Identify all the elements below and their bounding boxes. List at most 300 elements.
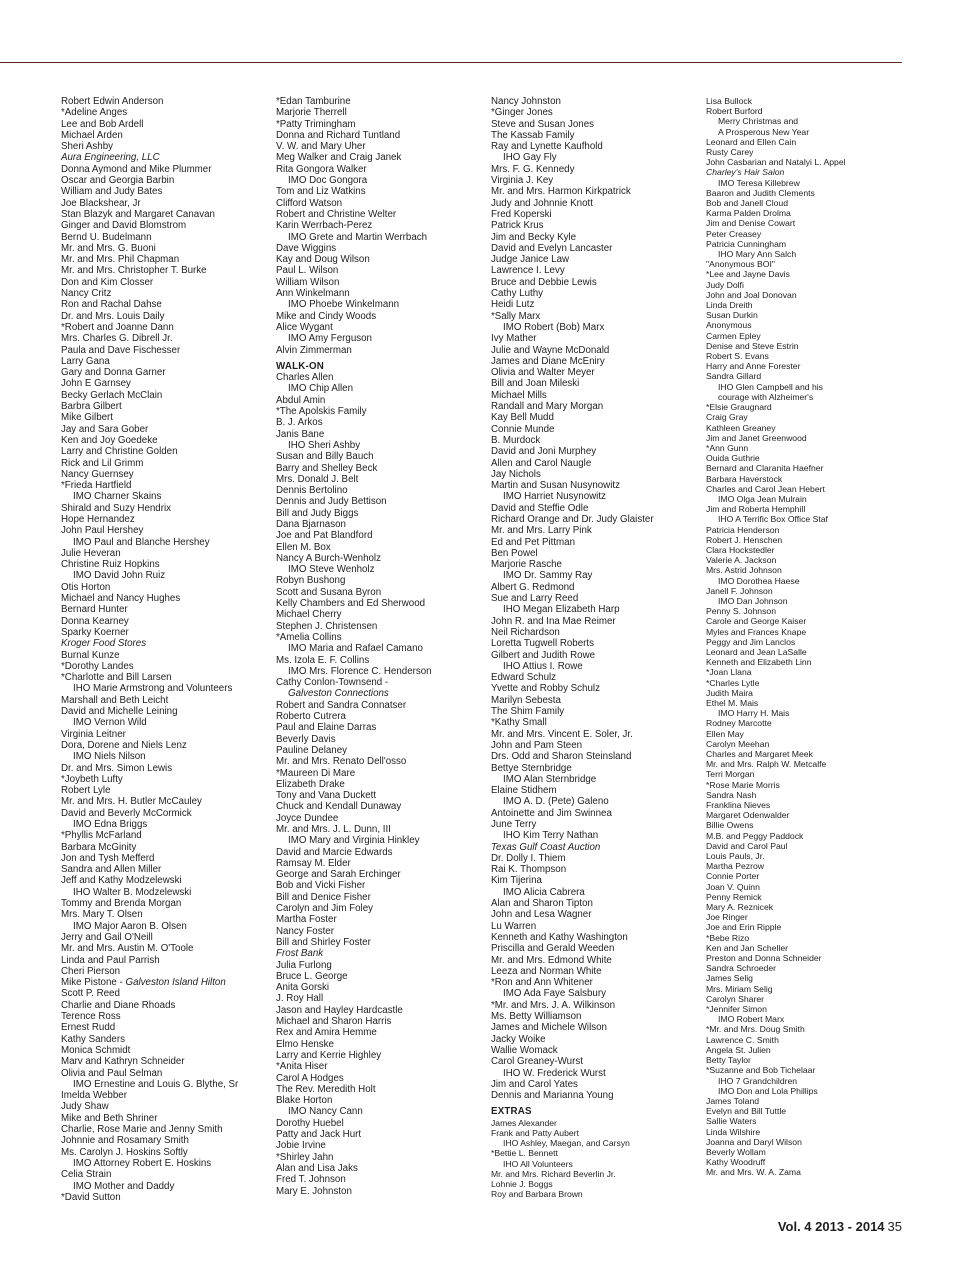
- donor-name: Larry and Christine Golden: [61, 446, 178, 458]
- donor-name: Kay and Doug Wilson: [276, 254, 370, 266]
- donor-name: Joe and Erin Ripple: [706, 922, 782, 933]
- donor-name: Mrs. Donald J. Belt: [276, 473, 359, 485]
- donor-name: The Rev. Meredith Holt: [276, 1083, 376, 1095]
- donor-name: Bernd U. Budelmann: [61, 231, 152, 243]
- tribute-line: Galveston Connections: [288, 688, 389, 700]
- donor-name: Kim Tijerina: [491, 875, 542, 887]
- donor-name: Virginia J. Key: [491, 175, 554, 187]
- donor-name: Jim and Roberta Hemphill: [706, 504, 806, 515]
- donor-name: Robyn Bushong: [276, 575, 346, 587]
- donor-name: James Alexander: [491, 1117, 557, 1128]
- donor-name: Ron and Rachal Dahse: [61, 299, 162, 311]
- donor-name: Clifford Watson: [276, 197, 343, 209]
- donor-name: Dorothy Huebel: [276, 1117, 344, 1129]
- tribute-line: IMO David John Ruiz: [73, 570, 166, 582]
- donor-name: Jim and Carol Yates: [491, 1078, 578, 1090]
- donor-name: *Charles Lytle: [706, 677, 760, 688]
- page-number: 35: [887, 1219, 902, 1234]
- donor-name: Virginia Leitner: [61, 728, 126, 740]
- donor-name: Rusty Carey: [706, 147, 754, 158]
- donor-name: Bill and Judy Biggs: [276, 507, 359, 519]
- donor-name: Terri Morgan: [706, 769, 755, 780]
- donor-name: Abdul Amin: [276, 394, 326, 406]
- donor-name: Becky Gerlach McClain: [61, 389, 163, 401]
- donor-name: Lee and Bob Ardell: [61, 118, 144, 130]
- donor-name: Aura Engineering, LLC: [61, 152, 160, 164]
- tribute-line: IMO Robert (Bob) Marx: [503, 321, 605, 333]
- donor-name: Leeza and Norman White: [491, 965, 602, 977]
- donor-name: Charley's Hair Salon: [706, 167, 785, 178]
- donor-name: Wallie Womack: [491, 1044, 558, 1056]
- donor-name: David and Steffie Odle: [491, 502, 589, 514]
- donor-name: Roy and Barbara Brown: [491, 1189, 583, 1200]
- tribute-line: IHO All Volunteers: [503, 1158, 573, 1169]
- donor-name: Harry and Anne Forester: [706, 361, 801, 372]
- donor-name: Susan and Billy Bauch: [276, 451, 374, 463]
- donor-name: Allen and Carol Naugle: [491, 457, 592, 469]
- donor-name: Dana Bjarnason: [276, 518, 346, 530]
- donor-name: Susan Durkin: [706, 310, 758, 321]
- donor-name: Martha Foster: [276, 914, 337, 926]
- tribute-line: IMO Major Aaron B. Olsen: [73, 920, 187, 932]
- donor-name: Elizabeth Drake: [276, 778, 345, 790]
- tribute-line: IMO Alicia Cabrera: [503, 886, 585, 898]
- tribute-line: IMO Robert Marx: [718, 1014, 785, 1025]
- tribute-line: IMO Nancy Cann: [288, 1106, 363, 1118]
- donor-name: Mr. and Mrs. Larry Pink: [491, 525, 592, 537]
- donor-name: Bob and Janell Cloud: [706, 198, 788, 209]
- donor-name: *Anita Hiser: [276, 1061, 328, 1073]
- donor-name: Mr. and Mrs. Vincent E. Soler, Jr.: [491, 728, 633, 740]
- donor-name: Dennis and Judy Bettison: [276, 496, 387, 508]
- donor-name: Frost Bank: [276, 948, 324, 960]
- volume-label: Vol. 4 2013 - 2014: [777, 1219, 885, 1234]
- donor-name: V. W. and Mary Uher: [276, 141, 366, 153]
- donor-name: *Adeline Anges: [61, 107, 128, 119]
- donor-name: Mrs. Miriam Selig: [706, 983, 773, 994]
- tribute-line: IMO Harriet Nusynowitz: [503, 491, 606, 503]
- donor-name: Dr. and Mrs. Louis Daily: [61, 310, 165, 322]
- donor-name: Gary and Donna Garner: [61, 367, 166, 379]
- donor-name: Frank and Patty Aubert: [491, 1127, 579, 1138]
- donor-name: Ben Powel: [491, 547, 538, 559]
- donor-name: Baaron and Judith Clements: [706, 187, 815, 198]
- header-rule: [0, 62, 902, 63]
- donor-name: James Toland: [706, 1095, 760, 1106]
- donor-name: Olivia and Paul Selman: [61, 1067, 163, 1079]
- donor-name: George and Sarah Erchinger: [276, 869, 401, 881]
- donor-name: Joe Ringer: [706, 912, 748, 923]
- donor-name: Martin and Susan Nusynowitz: [491, 480, 620, 492]
- donor-name: *Ginger Jones: [491, 107, 553, 119]
- donor-name: Bill and Denice Fisher: [276, 891, 371, 903]
- donor-name: Bernard and Claranita Haefner: [706, 463, 824, 474]
- donor-name: Donna and Richard Tuntland: [276, 129, 401, 141]
- donor-name: Celia Strain: [61, 1169, 112, 1181]
- donor-name: Cheri Pierson: [61, 965, 121, 977]
- tribute-line: A Prosperous New Year: [718, 126, 810, 137]
- donor-name: Alan and Sharon Tipton: [491, 898, 593, 910]
- tribute-line: IMO Harry H. Mais: [718, 708, 790, 719]
- donor-name: Robert Lyle: [61, 785, 111, 797]
- donor-name: Elmo Henske: [276, 1038, 334, 1050]
- donor-name: Patty and Jack Hurt: [276, 1129, 362, 1141]
- donor-name: Shirald and Suzy Hendrix: [61, 502, 172, 514]
- tribute-line: IHO W. Frederick Wurst: [503, 1067, 606, 1079]
- donor-name: Nancy Critz: [61, 288, 112, 300]
- donor-name: Paul L. Wilson: [276, 265, 339, 277]
- donor-name: Patrick Krus: [491, 220, 544, 232]
- tribute-line: IHO Sheri Ashby: [288, 439, 361, 451]
- donor-name: *Mr. and Mrs. Doug Smith: [706, 1024, 805, 1035]
- donor-name: *Amelia Collins: [276, 631, 342, 643]
- donor-name: Connie Munde: [491, 423, 555, 435]
- donor-name: The Kassab Family: [491, 129, 575, 141]
- donor-name: Nancy Foster: [276, 925, 334, 937]
- donor-name: Anita Gorski: [276, 982, 330, 994]
- donor-name: *The Apolskis Family: [276, 406, 367, 418]
- donor-name: Sparky Koerner: [61, 626, 129, 638]
- donor-name: *Edan Tamburine: [276, 96, 351, 107]
- donor-name: Carole and George Kaiser: [706, 616, 807, 627]
- tribute-line: IHO Walter B. Modzelewski: [73, 886, 192, 898]
- donor-name: Franklina Nieves: [706, 800, 771, 811]
- donor-name: Olivia and Walter Meyer: [491, 367, 595, 379]
- donor-name: Paul and Elaine Darras: [276, 722, 377, 734]
- donor-name: David and Michelle Leining: [61, 706, 178, 718]
- donor-name: *Sally Marx: [491, 310, 541, 322]
- donor-name: Robert S. Evans: [706, 351, 769, 362]
- donor-name: Christine Ruiz Hopkins: [61, 559, 160, 571]
- donor-name: Gilbert and Judith Rowe: [491, 649, 596, 661]
- donor-name: Richard Orange and Dr. Judy Glaister: [491, 513, 654, 525]
- donor-name: Alan and Lisa Jaks: [276, 1162, 358, 1174]
- section-heading: EXTRAS: [491, 1106, 532, 1118]
- donor-name: Patricia Henderson: [706, 524, 780, 535]
- donor-name: Mrs. Mary T. Olsen: [61, 909, 143, 921]
- donor-name: Ms. Betty Williamson: [491, 1011, 582, 1023]
- donor-name: Joanna and Daryl Wilson: [706, 1136, 802, 1147]
- donor-name: The Shim Family: [491, 706, 565, 718]
- tribute-line: IMO Mary and Virginia Hinkley: [288, 835, 420, 847]
- tribute-line: IMO Alan Sternbridge: [503, 773, 597, 785]
- donor-name: William Wilson: [276, 276, 340, 288]
- donor-name: Mr. and Mrs. Christopher T. Burke: [61, 265, 207, 277]
- donor-name: Donna Aymond and Mike Plummer: [61, 163, 212, 175]
- donor-name: Beverly Wollam: [706, 1146, 766, 1157]
- donor-name: Bob and Vicki Fisher: [276, 880, 366, 892]
- donor-name: Mr. and Mrs. J. L. Dunn, III: [276, 824, 391, 835]
- donor-name: Sandra Nash: [706, 789, 757, 800]
- donor-name: Kelly Chambers and Ed Sherwood: [276, 598, 426, 610]
- donor-name: Evelyn and Bill Tuttle: [706, 1106, 787, 1117]
- donor-name: Bernard Hunter: [61, 604, 128, 616]
- donor-name: Fred Koperski: [491, 208, 552, 220]
- donor-name: Myles and Frances Knape: [706, 626, 807, 637]
- donor-name: Charlie, Rose Marie and Jenny Smith: [61, 1124, 223, 1136]
- donor-name: John R. and Ina Mae Reimer: [491, 615, 616, 627]
- donor-name: Kathy Sanders: [61, 1033, 125, 1045]
- donor-name: Lawrence I. Levy: [491, 265, 565, 277]
- tribute-line: IHO Megan Elizabeth Harp: [503, 604, 620, 616]
- donor-name: Joe and Pat Blandford: [276, 530, 373, 542]
- donor-name: Hope Hernandez: [61, 513, 135, 525]
- donor-name: Jim and Becky Kyle: [491, 231, 577, 243]
- tribute-line: IHO Mary Ann Salch: [718, 249, 797, 260]
- donor-name: Fred T. Johnson: [276, 1174, 346, 1186]
- donor-name: David and Joni Murphey: [491, 446, 597, 458]
- donor-name: Rick and Lil Grimm: [61, 457, 144, 469]
- donor-name: Bill and Joan Mileski: [491, 378, 580, 390]
- donor-name: Larry and Kerrie Highley: [276, 1049, 382, 1061]
- donor-name: Heidi Lutz: [491, 299, 535, 311]
- donor-name: Carolyn and Jim Foley: [276, 903, 373, 915]
- donor-name: Michael Mills: [491, 389, 547, 401]
- donor-name: Jay Nichols: [491, 468, 541, 480]
- donor-name: Cathy Luthy: [491, 288, 544, 300]
- donor-name: Mrs. Astrid Johnson: [706, 565, 782, 576]
- donor-column-2: [276, 96, 488, 1197]
- donor-name: Sheri Ashby: [61, 141, 114, 153]
- tribute-line: IMO Paul and Blanche Hershey: [73, 536, 210, 548]
- tribute-line: IMO Teresa Killebrew: [718, 177, 800, 188]
- donor-name: M.B. and Peggy Paddock: [706, 830, 804, 841]
- donor-name: James and Michele Wilson: [491, 1022, 607, 1034]
- donor-name: Preston and Donna Schneider: [706, 953, 822, 964]
- donor-name: Craig Gray: [706, 412, 748, 423]
- tribute-line: IMO Olga Jean Mulrain: [718, 493, 807, 504]
- donor-name: Sandra Gillard: [706, 371, 762, 382]
- donor-name: Mr. and Mrs. Renato Dell'osso: [276, 756, 407, 768]
- donor-name: Charlie and Diane Rhoads: [61, 999, 176, 1011]
- donor-name: Mrs. Charles G. Dibrell Jr.: [61, 333, 173, 345]
- donor-name: Stan Blazyk and Margaret Canavan: [61, 208, 215, 220]
- tribute-line: IMO Amy Ferguson: [288, 333, 372, 345]
- donor-name: *Ann Gunn: [706, 442, 749, 453]
- donor-name: Sandra Schroeder: [706, 963, 777, 974]
- donor-name: Mike Pistone - Galveston Island Hilton: [61, 977, 226, 989]
- donor-name: Julie Heveran: [61, 547, 121, 559]
- donor-name: Louis Pauls, Jr.: [706, 851, 765, 862]
- donor-name: Albert G. Redmond: [491, 581, 575, 593]
- tribute-line: IMO Mrs. Florence C. Henderson: [288, 665, 432, 677]
- donor-name: Nancy Johnston: [491, 96, 561, 107]
- donor-name: Kay Bell Mudd: [491, 412, 554, 424]
- donor-name: Betty Taylor: [706, 1055, 751, 1066]
- donor-name: Marilyn Sebesta: [491, 694, 561, 706]
- donor-name: Neil Richardson: [491, 626, 560, 638]
- donor-name: Ivy Mather: [491, 333, 537, 345]
- donor-name: *Elsie Graugnard: [706, 402, 772, 413]
- tribute-line: IMO Don and Lola Phillips: [718, 1085, 818, 1096]
- tribute-line: IMO Mother and Daddy: [73, 1180, 175, 1192]
- donor-name: Barbara Haverstock: [706, 473, 783, 484]
- donor-name: Valerie A. Jackson: [706, 555, 777, 566]
- donor-name: *Mr. and Mrs. J. A. Wilkinson: [491, 999, 616, 1011]
- donor-name: *Dorothy Landes: [61, 660, 134, 672]
- donor-name: Stephen J. Christensen: [276, 620, 378, 632]
- tribute-line: IMO Grete and Martin Werrbach: [288, 231, 428, 243]
- donor-name: Rex and Amira Hemme: [276, 1027, 377, 1039]
- donor-name: Mike and Beth Shriner: [61, 1112, 158, 1124]
- donor-name: Anonymous: [706, 320, 752, 331]
- donor-name: Mr. and Mrs. G. Buoni: [61, 242, 156, 254]
- donor-name: Jim and Janet Greenwood: [706, 432, 807, 443]
- donor-name: Alice Wygant: [276, 321, 333, 333]
- donor-name: *Phyllis McFarland: [61, 830, 142, 842]
- donor-name: *Bettie L. Bennett: [491, 1148, 558, 1159]
- donor-name: Jeff and Kathy Modzelewski: [61, 875, 182, 887]
- donor-name: Mr. and Mrs. W. A. Zama: [706, 1167, 801, 1178]
- donor-name: Julie and Wayne McDonald: [491, 344, 610, 356]
- donor-name: Ken and Jan Scheller: [706, 942, 788, 953]
- donor-name: James Selig: [706, 973, 753, 984]
- donor-name: Ellen May: [706, 728, 744, 739]
- donor-name: Robert and Christine Welter: [276, 208, 397, 220]
- donor-name: Denise and Steve Estrin: [706, 340, 799, 351]
- donor-name: June Terry: [491, 819, 537, 830]
- donor-name: Jason and Hayley Hardcastle: [276, 1004, 403, 1016]
- donor-name: John and Joal Donovan: [706, 289, 797, 300]
- donor-name: Beverly Davis: [276, 733, 336, 745]
- donor-name: John Paul Hershey: [61, 525, 144, 537]
- donor-name: Michael Arden: [61, 129, 123, 141]
- donor-name: "Anonymous BOI": [706, 259, 775, 270]
- donor-name: Ms. Carolyn J. Hoskins Softly: [61, 1146, 188, 1158]
- donor-name: Penny S. Johnson: [706, 606, 777, 617]
- donor-name: Margaret Odenwalder: [706, 810, 790, 821]
- donor-name: Jay and Sara Gober: [61, 423, 149, 435]
- page-footer: [778, 1219, 902, 1234]
- donor-name: Alvin Zimmerman: [276, 344, 352, 356]
- donor-name: Meg Walker and Craig Janek: [276, 152, 402, 164]
- donor-name: Bettye Sternbridge: [491, 762, 572, 774]
- donor-name: Karin Werrbach-Perez: [276, 220, 373, 232]
- donor-name: Rita Gongora Walker: [276, 163, 367, 175]
- donor-name: Kathleen Greaney: [706, 422, 776, 433]
- donor-name: Ellen M. Box: [276, 541, 331, 553]
- donor-name: Otis Horton: [61, 581, 111, 593]
- donor-name: Joyce Dundee: [276, 812, 339, 824]
- donor-name: Linda Wilshire: [706, 1126, 761, 1137]
- donor-name: Dennis Bertolino: [276, 485, 348, 497]
- tribute-line: IMO Dr. Sammy Ray: [503, 570, 593, 582]
- donor-name: Lisa Bullock: [706, 96, 753, 106]
- donor-name: Ken and Joy Goedeke: [61, 434, 158, 446]
- donor-name: Mr. and Mrs. Harmon Kirkpatrick: [491, 186, 631, 198]
- donor-name: Rai K. Thompson: [491, 864, 567, 876]
- donor-name: John Casbarian and Natalyi L. Appel: [706, 157, 846, 168]
- donor-name: *Maureen Di Mare: [276, 767, 356, 779]
- donor-name: Larry Gana: [61, 355, 110, 367]
- donor-name: Robert Edwin Anderson: [61, 96, 164, 107]
- donor-name: Patricia Cunningham: [706, 238, 787, 249]
- donor-name: Ginger and David Blomstrom: [61, 220, 187, 232]
- donor-name: Carmen Epley: [706, 330, 761, 341]
- donor-name: Mr. and Mrs. Phil Chapman: [61, 254, 180, 266]
- donor-name: Judy Shaw: [61, 1101, 109, 1113]
- donor-name: *Bebe Rizo: [706, 932, 750, 943]
- donor-name: Robert J. Henschen: [706, 534, 783, 545]
- donor-name: Martha Pezrow: [706, 861, 764, 872]
- donor-name: Linda and Paul Parrish: [61, 954, 160, 966]
- donor-name: David and Carol Paul: [706, 840, 788, 851]
- donor-name: Sandra and Allen Miller: [61, 864, 162, 876]
- donor-name: Mr. and Mrs. Ralph W. Metcalfe: [706, 759, 827, 770]
- donor-name: Steve and Susan Jones: [491, 118, 594, 130]
- donor-column-3: [491, 96, 703, 1199]
- donor-name: Karma Palden Drolma: [706, 208, 791, 219]
- donor-name: Mike and Cindy Woods: [276, 310, 377, 322]
- donor-name: John and Lesa Wagner: [491, 909, 592, 921]
- donor-name: Kenneth and Elizabeth Linn: [706, 657, 812, 668]
- donor-name: Robert Burford: [706, 106, 763, 117]
- donor-name: *Joybeth Lufty: [61, 773, 123, 785]
- donor-name: Marjorie Therrell: [276, 107, 347, 119]
- donor-name: Barbra Gilbert: [61, 401, 122, 413]
- tribute-line: IMO Charner Skains: [73, 491, 162, 503]
- tribute-line: IMO Doc Gongora: [288, 175, 368, 187]
- donor-name: Julia Furlong: [276, 959, 332, 971]
- donor-name: Sue and Larry Reed: [491, 593, 579, 605]
- donor-name: Ed and Pet Pittman: [491, 536, 576, 548]
- donor-name: Michael Cherry: [276, 609, 342, 621]
- tribute-line: IHO A Terrific Box Office Staf: [718, 514, 828, 525]
- donor-name: Mr. and Mrs. H. Butler McCauley: [61, 796, 202, 808]
- tribute-line: IHO 7 Grandchildren: [718, 1075, 798, 1086]
- tribute-line: IHO Attius I. Rowe: [503, 660, 583, 672]
- donor-name: Michael and Sharon Harris: [276, 1016, 392, 1028]
- donor-name: Monica Schmidt: [61, 1044, 131, 1056]
- donor-name: Nancy Guernsey: [61, 468, 134, 480]
- donor-name: Marv and Kathryn Schneider: [61, 1056, 185, 1068]
- donor-name: *Kathy Small: [491, 717, 547, 729]
- donor-name: Barry and Shelley Beck: [276, 462, 378, 474]
- donor-name: Lohnie J. Boggs: [491, 1178, 553, 1189]
- donor-name: Loretta Tugwell Roberts: [491, 638, 594, 650]
- donor-name: Jerry and Gail O'Neill: [61, 931, 153, 943]
- donor-name: Ms. Izola E. F. Collins: [276, 654, 370, 666]
- donor-name: Dr. and Mrs. Simon Lewis: [61, 762, 173, 774]
- donor-name: Oscar and Georgia Barbin: [61, 175, 175, 187]
- donor-name: *David Sutton: [61, 1191, 121, 1203]
- donor-name: Bruce L. George: [276, 970, 348, 982]
- donor-name: Ann Winkelmann: [276, 288, 350, 300]
- donor-name: Ethel M. Mais: [706, 697, 759, 708]
- donor-name: B. Murdock: [491, 434, 541, 446]
- donor-name: Kathy Woodruff: [706, 1157, 766, 1168]
- donor-name: Leonard and Jean LaSalle: [706, 646, 807, 657]
- donor-name: Blake Horton: [276, 1095, 333, 1107]
- donor-name: Carolyn Meehan: [706, 738, 770, 749]
- donor-name: Dennis and Marianna Young: [491, 1090, 614, 1102]
- donor-name: Donna Kearney: [61, 615, 129, 627]
- donor-name: Ramsay M. Elder: [276, 857, 351, 869]
- donor-name: Antoinette and Jim Swinnea: [491, 807, 612, 819]
- donor-name: Lu Warren: [491, 920, 537, 932]
- donor-name: *Rose Marie Morris: [706, 779, 780, 790]
- donor-name: Carol Greaney-Wurst: [491, 1056, 583, 1068]
- tribute-line: IMO Ada Faye Salsbury: [503, 988, 606, 1000]
- donor-name: Bill and Shirley Foster: [276, 936, 371, 948]
- donor-name: Nancy A Burch-Wenholz: [276, 552, 381, 564]
- donor-name: John and Pam Steen: [491, 739, 583, 751]
- donor-name: Rodney Marcotte: [706, 718, 772, 729]
- tribute-line: IMO Steve Wenholz: [288, 564, 375, 576]
- donor-name: *Joan Llana: [706, 667, 752, 678]
- donor-name: Charles and Carol Jean Hebert: [706, 483, 825, 494]
- donor-name: Johnnie and Rosamary Smith: [61, 1135, 189, 1147]
